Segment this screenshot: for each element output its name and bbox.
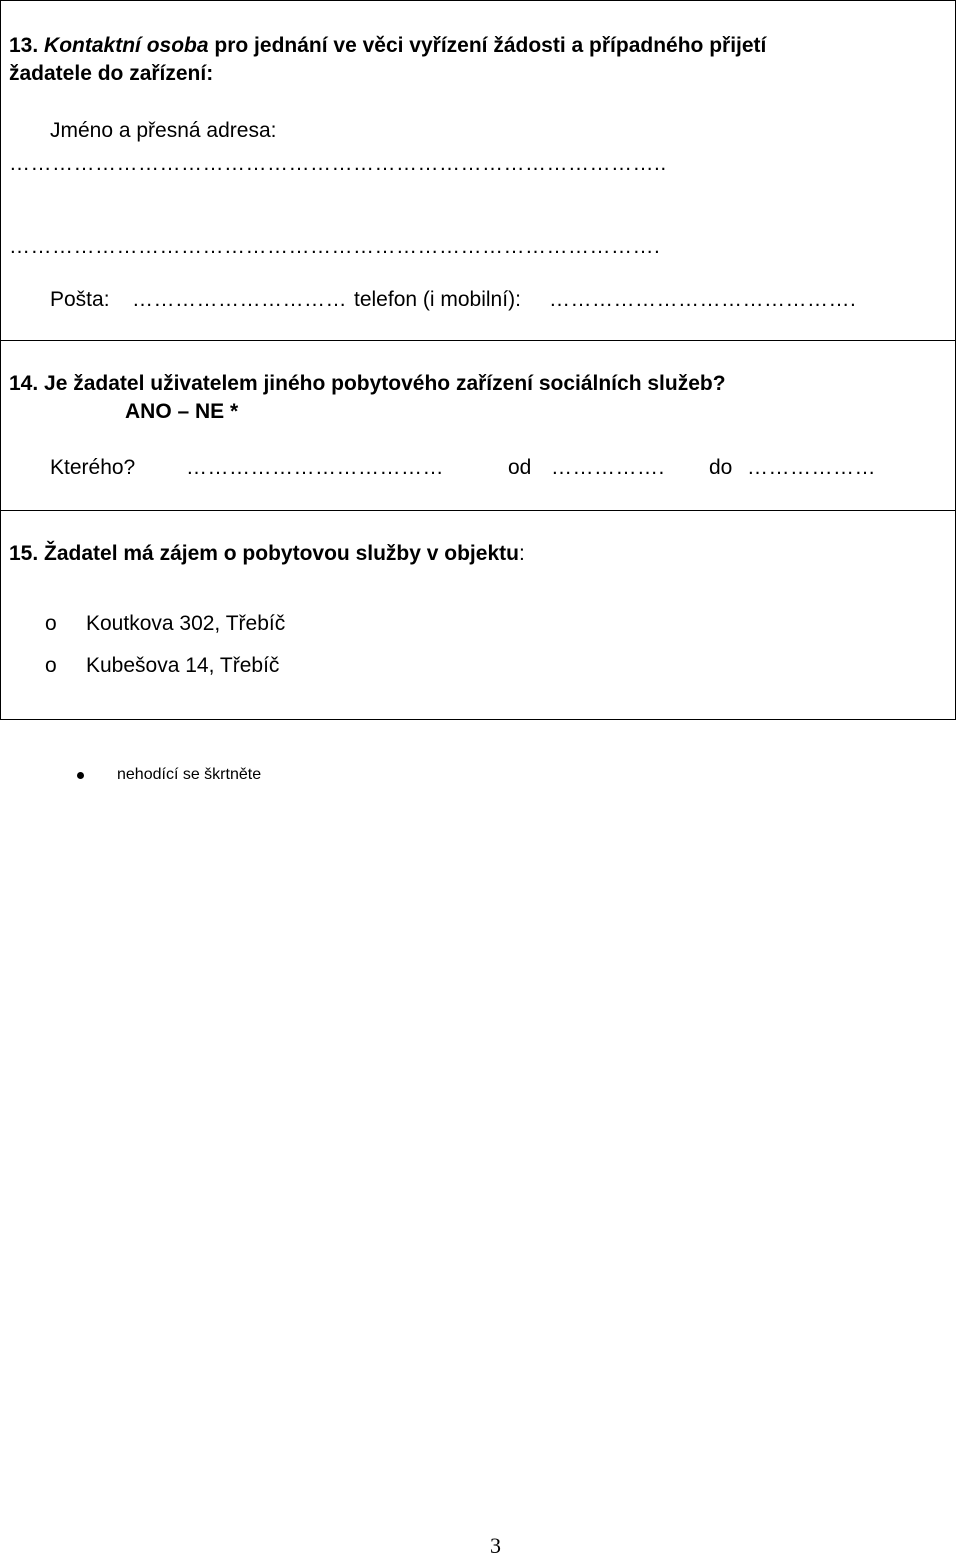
bullet-icon — [77, 772, 84, 779]
section-15-question-text: 15. Žadatel má zájem o pobytovou služby v objektu — [9, 542, 519, 565]
option-koutkova: Koutkova 302, Třebíč — [86, 612, 286, 635]
ano-ne-choice[interactable]: ANO – NE * — [125, 400, 239, 423]
name-address-field-line2[interactable]: ………………………………………………………………………………. — [9, 235, 661, 258]
post-field[interactable]: ………………………… — [132, 288, 347, 311]
section-13-italic-label: Kontaktní osoba — [44, 34, 209, 57]
section-14-other-facility — [1, 341, 955, 511]
to-date-field[interactable]: ……………… — [747, 456, 876, 479]
phone-label: telefon (i mobilní): — [354, 288, 521, 311]
section-15-building-choice — [1, 511, 955, 719]
section-13-title-line2: žadatele do zařízení: — [9, 62, 214, 85]
section-14-question: 14. Je žadatel uživatelem jiného pobytového zařízení sociálních služeb? — [9, 372, 726, 395]
section-13-title — [9, 33, 766, 59]
section-15-question — [9, 541, 525, 567]
option-marker[interactable]: o — [45, 654, 57, 677]
section-13-number: 13. — [9, 34, 39, 57]
option-marker[interactable]: o — [45, 612, 57, 635]
footnote: nehodící se škrtněte — [117, 766, 262, 783]
from-date-field[interactable]: ……………. — [551, 456, 665, 479]
to-label: do — [709, 456, 733, 479]
application-form-box — [0, 0, 956, 720]
section-13-contact-person — [1, 1, 955, 341]
phone-field[interactable]: ……………………………………. — [549, 288, 857, 311]
from-label: od — [508, 456, 532, 479]
which-facility-field[interactable]: ……………………………… — [186, 456, 444, 479]
which-facility-label: Kterého? — [50, 456, 136, 479]
page-number: 3 — [490, 1533, 501, 1558]
post-label: Pošta: — [50, 288, 110, 311]
option-kubesova: Kubešova 14, Třebíč — [86, 654, 280, 677]
name-address-label: Jméno a přesná adresa: — [50, 119, 277, 142]
section-13-title-rest: pro jednání ve věci vyřízení žádosti a případného přijetí — [208, 34, 767, 57]
section-15-question-colon: : — [518, 542, 525, 565]
name-address-field-line1[interactable]: ……………………………………………………………………………….. — [9, 152, 667, 175]
